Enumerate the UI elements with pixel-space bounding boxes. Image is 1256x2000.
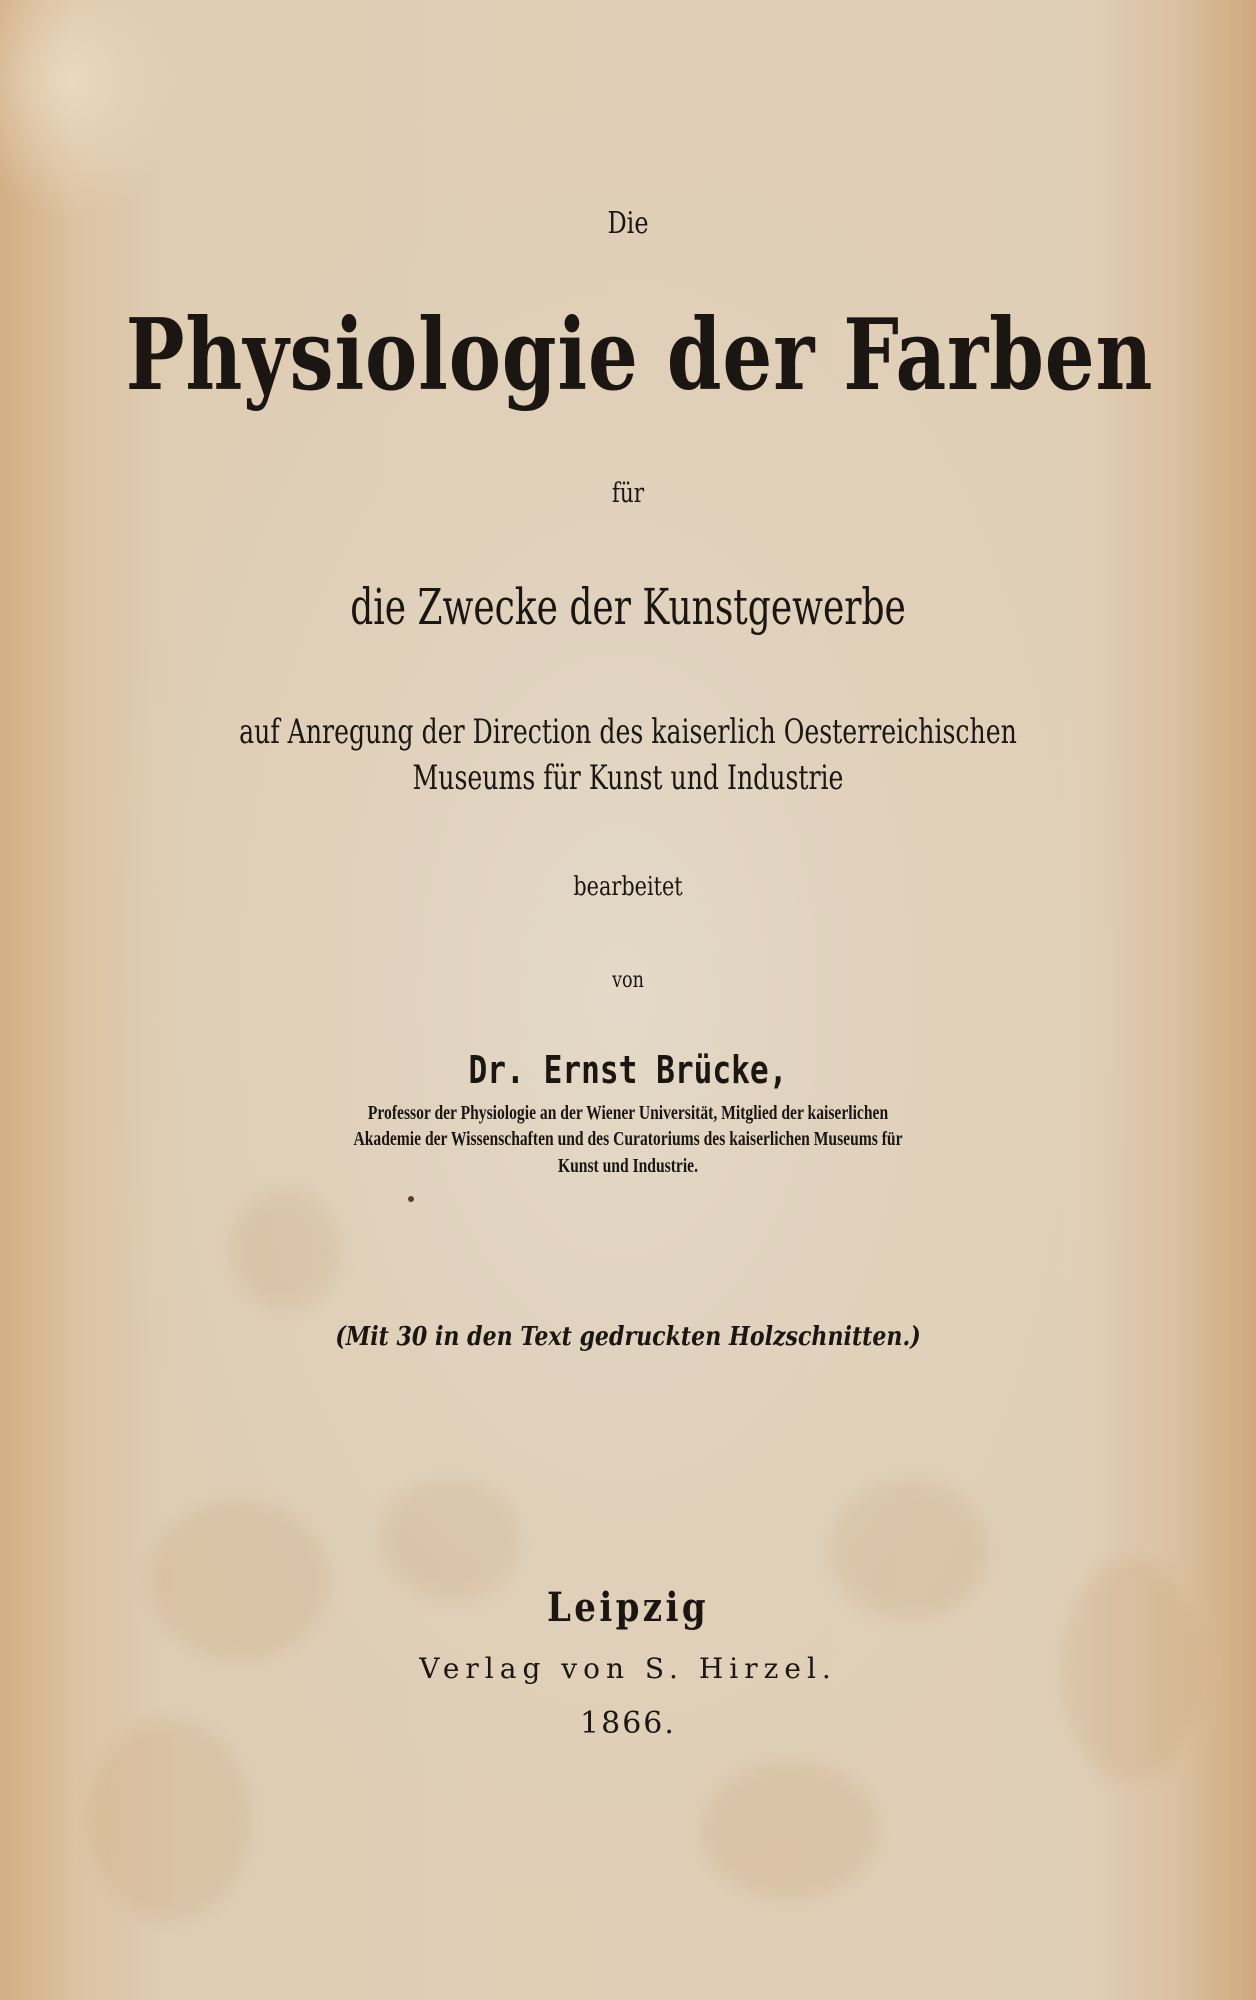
ink-blot xyxy=(408,1196,414,1202)
imprint-publisher: Verlag von S. Hirzel. xyxy=(419,1652,837,1685)
book-subtitle: die Zwecke der Kunstgewerbe xyxy=(350,578,906,636)
foxing-stain xyxy=(150,1500,330,1660)
affiliation-line-1: Professor der Physiologie an der Wiener Universität, Mitglied der kaiserlichen xyxy=(367,1102,889,1124)
affiliation-line-3: Kunst und Industrie. xyxy=(557,1155,699,1177)
title-article: Die xyxy=(607,206,649,241)
by-label: von xyxy=(612,968,644,993)
commission-line-2: Museums für Kunst und Industrie xyxy=(412,758,844,798)
title-preposition: für xyxy=(611,478,645,509)
foxing-stain xyxy=(700,1760,880,1900)
foxing-stain xyxy=(90,1720,250,1920)
affiliation-line-2: Akademie der Wissenschaften und des Curatoriums des kaiserlichen Museums für xyxy=(353,1128,903,1150)
foxing-stain xyxy=(380,1480,520,1600)
imprint-city: Leipzig xyxy=(546,1584,710,1631)
author-name: Dr. Ernst Brücke, xyxy=(468,1048,788,1092)
imprint-year: 1866. xyxy=(580,1706,676,1741)
edited-label: bearbeitet xyxy=(573,872,683,902)
illustrations-note: (Mit 30 in den Text gedruckten Holzschnitten.) xyxy=(335,1322,921,1352)
book-title: Physiologie der Farben xyxy=(125,298,1154,413)
commission-line-1: auf Anregung der Direction des kaiserlich Oesterreichischen xyxy=(239,712,1017,752)
foxing-stain xyxy=(230,1190,340,1310)
